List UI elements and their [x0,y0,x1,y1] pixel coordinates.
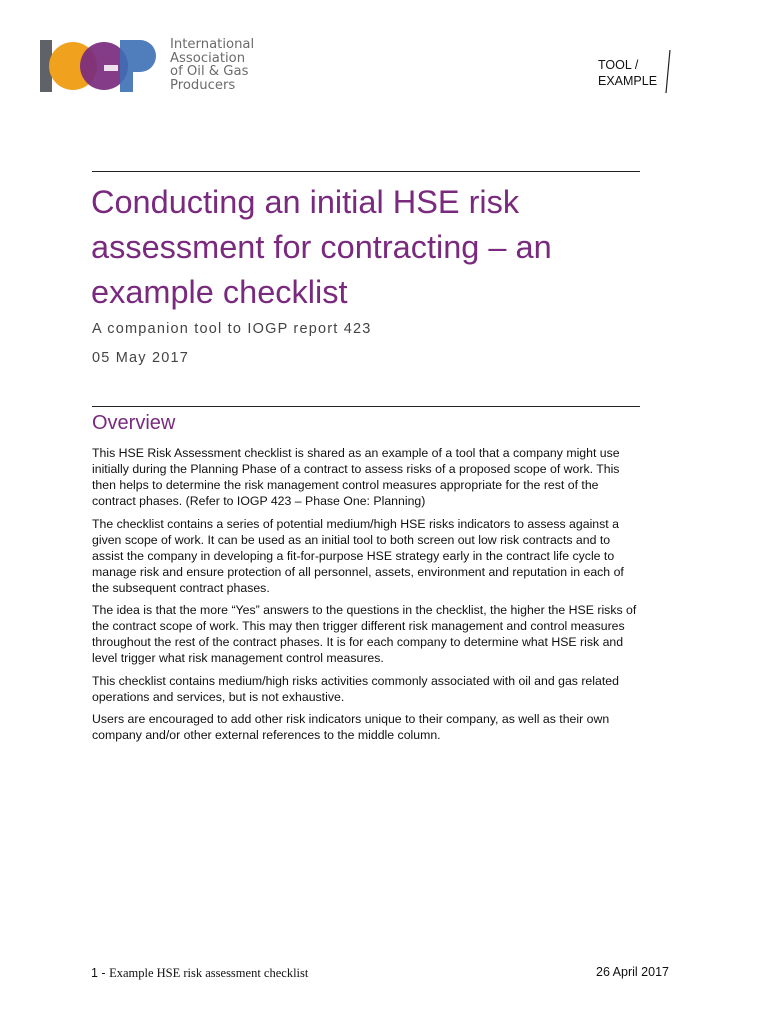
document-type-line: EXAMPLE [598,73,658,88]
footer-date: 26 April 2017 [596,965,669,979]
publication-date: 05 May 2017 [92,350,190,366]
overview-paragraph: Users are encouraged to add other risk indicators unique to their company, as well as their own company and/or other external references to the middle column. [92,712,610,742]
logo-org-name-line: Association [170,50,246,66]
page-title: Conducting an initial HSE risk assessment for contracting – an example checklist [91,184,552,310]
overview-top-rule [92,406,640,407]
logo-org-name [170,38,254,92]
footer-document-name: Example HSE risk assessment checklist [109,966,309,980]
footer-left [91,966,308,981]
title-top-rule [92,171,640,172]
document-type-label [598,58,657,89]
iogp-logo [40,37,280,97]
page-subtitle: A companion tool to IOGP report 423 [92,321,372,337]
logo-letter-p [120,40,156,92]
document-type-line: TOOL / [598,58,639,72]
logo-org-name-line: Producers [170,77,236,93]
document-type-slash-mark [662,48,672,96]
logo-org-name-line: International [170,37,255,52]
overview-paragraph: This HSE Risk Assessment checklist is shared as an example of a tool that a company might use initially during the Planning Phase of a contract to assess risks of a proposed scope of work. This then helps to determine the risk management control measures appropriate for the rest of the contract phases. (Refer to IOGP 423 – Phase One: Planning) [92,446,620,508]
overview-body [92,445,640,750]
footer-page-number: 1 - [91,966,106,980]
overview-heading: Overview [92,412,176,434]
overview-paragraph: This checklist contains medium/high risks activities commonly associated with oil and gas related operations and services, but is not exhaustive. [92,673,619,704]
iogp-logo-mark [40,37,164,97]
overview-paragraph: The idea is that the more “Yes” answers to the questions in the checklist, the higher the HSE risks of the contract scope of work. This may then trigger different risk management and control measures throughout the rest of the contract phases. It is for each company to determine what HSE risk and level trigger what risk management control measures. [92,603,637,665]
overview-paragraph: The checklist contains a series of potential medium/high HSE risks indicators to assess against a given scope of work. It can be used as an initial tool to both screen out low risk contracts and to assist the company in developing a fit-for-purpose HSE strategy early in the contract life cycle to manage risk and ensure protection of all personnel, assets, environment and reputation in each of the subsequent contract phases. [92,516,624,595]
logo-g-bar [104,65,118,71]
logo-org-name-line: of Oil & Gas [170,64,249,80]
